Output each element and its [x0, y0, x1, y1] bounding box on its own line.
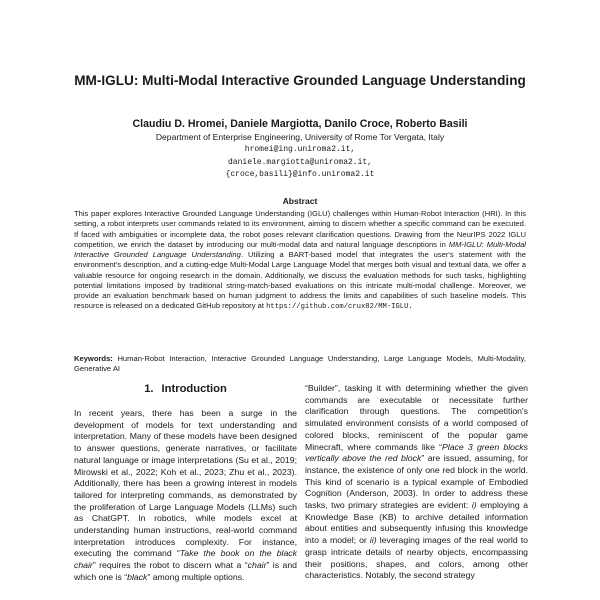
email-line: hromei@ing.uniroma2.it,	[244, 145, 356, 154]
author-list: Claudiu D. Hromei, Daniele Margiotta, Danilo Croce, Roberto Basili	[132, 118, 468, 130]
left-column	[74, 372, 297, 600]
list-marker: ii)	[369, 535, 377, 546]
example-word: black	[127, 571, 148, 582]
intro-paragraph-left	[74, 408, 297, 584]
intro-text: “Builder”, tasking it with determining whether the given commands are executable or necessitate further clarification through questions. The competition's simulated environment consists of a world composed of colored blocks, reminiscent of the popular game Minecraft, where commands like “	[305, 383, 528, 452]
intro-text: ” requires the robot to discern what a “	[92, 560, 248, 571]
section-heading	[74, 382, 297, 396]
email-line: daniele.margiotta@uniroma2.it,	[227, 157, 373, 167]
intro-text: leveraging images of the real world to grasp intricate details of nearby objects, encompassing their positions, shapes, and colors, among other characteristics. Notably, the second strategy	[305, 535, 528, 581]
intro-text: ” are issued, assuming, for instance, the existence of only one red block in the world. This kind of scenario is a typical example of Embodied Cognition (Anderson, 2003). In order to address these tasks, two primary strategies are evident:	[305, 453, 528, 511]
list-marker: i)	[471, 500, 477, 511]
email-line: {croce,basili}@info.uniroma2.it	[225, 170, 375, 179]
section-number: 1.	[144, 383, 154, 395]
paper-title: MM-IGLU: Multi-Modal Interactive Grounded Language Understanding	[74, 73, 526, 88]
dataset-name: MM-IGLU: Multi-Modal Interactive Grounded Language Understanding	[74, 239, 526, 259]
email-list	[60, 144, 540, 182]
intro-text: ” is and which one is “	[74, 560, 297, 582]
repository-link[interactable]: https://github.com/crux82/MM-IGLU.	[266, 303, 413, 312]
example-command: Take the book on the black chair	[74, 548, 297, 571]
example-command: Place 3 green blocks vertically above the red block	[305, 441, 528, 464]
abstract-text: This paper explores Interactive Grounded Language Understanding (IGLU) challenges within Human-Robot Interaction (HRI). In this setting, a robot interprets user commands related to its environment, aiming to discern whether a specific command can be executed. If faced with ambiguities or incomplete data, the robot poses relevant clarification questions. Drawing from the NeurIPS 2022 IGLU competition, we enrich the dataset by introducing our multi-modal data and natural language descriptions in	[74, 209, 526, 249]
keywords-label: Keywords:	[74, 354, 113, 363]
intro-paragraph-right	[305, 383, 528, 582]
abstract-text-cont: . Utilizing a BART-based model that integrates the user's statement with the environment's description, and a cutting-edge Multi-Modal Large Language Model that merges both visual and textual data, we offer a valuable resource for ongoing research in the domain. Additionally, we discuss the evaluation methods for such tasks, highlighting potential limitations imposed by traditional string-match-based evaluations on this intricate multi-modal challenge. Moreover, we provide an evaluation benchmark based on human judgment to address the limits and capabilities of such baseline models. This resource is released on a dedicated GitHub repository at	[74, 250, 526, 311]
intro-text: ” among multiple options.	[147, 571, 245, 582]
intro-text: In recent years, there has been a surge in the development of models for text understanding and interpretation. Many of these models have been designed to answer questions, generate narratives, or facilitate natural language or image interpretations (Su et al., 2019; Mirowski et al., 2022; Koh et al., 2023; Zhu et al., 2023). Additionally, there has been a growing interest in models tailored for interpreting commands, as demonstrated by the proliferation of Large Language Models (LLMs) such as ChatGPT. In robotics, while models excel at understanding human instructions, real-world command interpretation introduces complexity. For instance, executing the command “	[74, 408, 297, 559]
keywords-text: Human-Robot Interaction, Interactive Grounded Language Understanding, Large Language Models, Multi-Modality, Generative AI	[74, 354, 526, 374]
abstract-body	[74, 209, 526, 313]
right-column	[305, 383, 528, 600]
example-word: chair	[247, 560, 267, 571]
affiliation: Department of Enterprise Engineering, University of Rome Tor Vergata, Italy	[155, 132, 445, 142]
intro-text: employing a Knowledge Base (KB) to archive detailed information about entities and subsequently infusing this knowledge into a model; or	[305, 500, 528, 546]
section-title: Introduction	[161, 383, 227, 395]
abstract-heading: Abstract	[282, 196, 318, 206]
